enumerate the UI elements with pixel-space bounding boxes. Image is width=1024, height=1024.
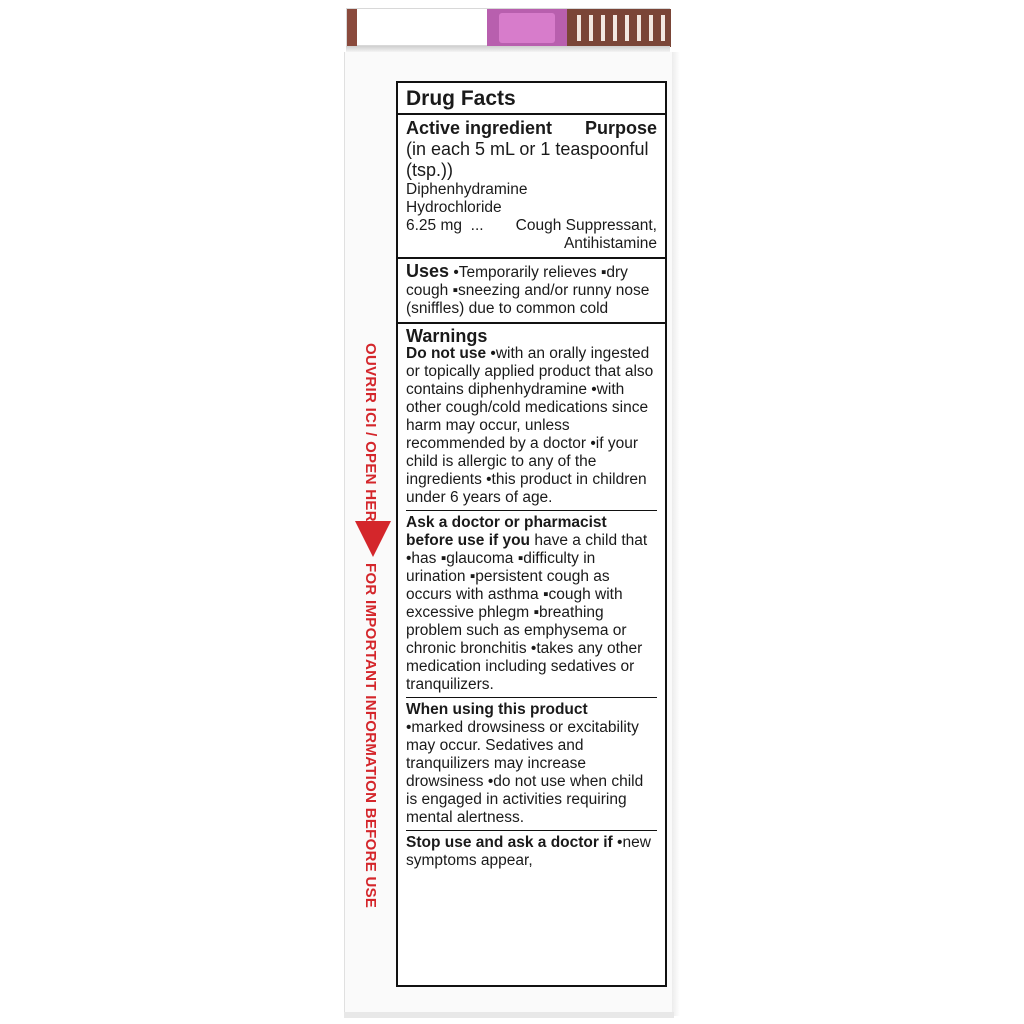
when-using-label: When using this product xyxy=(406,701,588,718)
drug-facts-title: Drug Facts xyxy=(398,83,665,115)
dose-basis: (in each 5 mL or 1 teaspoonful (tsp.)) xyxy=(406,139,649,180)
do-not-use-block xyxy=(406,345,657,507)
ask-doctor-text: have a child that •has ▪glaucoma ▪difficulty in urination ▪persistent cough as occurs with asthma ▪cough with excessive phlegm ▪breathing problem such as emphysema or chronic bronchitis •takes any other medication including sedatives or tranquilizers. xyxy=(406,532,648,693)
box-top-flap xyxy=(346,8,670,46)
uses-heading: Uses xyxy=(406,261,450,281)
open-here-text: OUVRIR ICI / OPEN HERE xyxy=(362,343,379,533)
brand-stripe-right xyxy=(567,9,671,47)
when-using-block xyxy=(406,697,657,827)
do-not-use-label: Do not use xyxy=(406,345,487,362)
brand-logo-graphic xyxy=(499,13,555,43)
box-edge xyxy=(672,52,680,1016)
ask-doctor-block xyxy=(406,510,657,694)
ingredient-name-line2: Hydrochloride xyxy=(406,199,502,216)
do-not-use-text: •with an orally ingested or topically applied product that also contains diphenhydramine •with other cough/cold medications since harm may occur, unless recommended by a doctor •if your child is allergic to any of the ingredients •this product in children under 6 years of age. xyxy=(406,345,654,506)
purpose-line2: Antihistamine xyxy=(563,235,657,252)
purpose-line1: Cough Suppressant, xyxy=(515,217,657,234)
stop-use-label: Stop use and ask a doctor if xyxy=(406,834,613,851)
open-here-label xyxy=(362,343,382,909)
when-using-text: •marked drowsiness or excitability may occur. Sedatives and tranquilizers may increase drowsiness •do not use when child is engaged in activities requiring mental alertness. xyxy=(406,719,644,826)
box-bottom-edge xyxy=(344,1012,674,1018)
brand-stripe-left xyxy=(347,9,357,47)
stop-use-text: •new symptoms appear, xyxy=(406,834,651,869)
active-ingredient-section xyxy=(398,115,665,259)
purpose-heading: Purpose xyxy=(584,118,657,138)
open-here-arrow-icon[interactable] xyxy=(355,521,391,557)
leader-dots: ... xyxy=(470,217,484,234)
active-ingredient-heading: Active ingredient xyxy=(406,118,553,138)
warnings-section xyxy=(398,324,665,874)
ingredient-name-line1: Diphenhydramine xyxy=(406,181,528,198)
ask-doctor-label: Ask a doctor or pharmacist before use if you xyxy=(406,514,607,549)
uses-text: •Temporarily relieves ▪dry cough ▪sneezing and/or runny nose (sniffles) due to common cold xyxy=(406,264,650,317)
ingredient-amount: 6.25 mg xyxy=(406,217,463,234)
warnings-heading: Warnings xyxy=(406,326,488,346)
important-info-text: FOR IMPORTANT INFORMATION BEFORE USE xyxy=(362,563,379,909)
stop-use-block xyxy=(406,830,657,870)
drug-facts-panel xyxy=(396,81,667,987)
uses-section xyxy=(398,259,665,324)
